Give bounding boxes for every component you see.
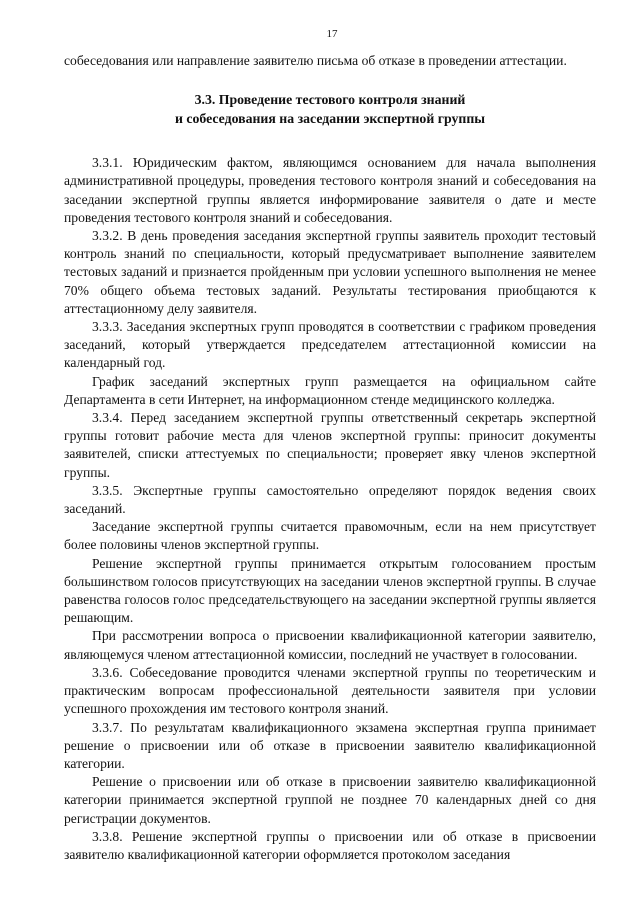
paragraph-quorum: Заседание экспертной группы считается правомочным, если на нем присутствует более половины членов экспертной группы. xyxy=(64,519,596,553)
paragraph-schedule: График заседаний экспертных групп размещается на официальном сайте Департамента в сети Интернет, на информационном стенде медицинского колледжа. xyxy=(64,373,596,407)
intro-continuation: собеседования или направление заявителю письма об отказе в проведении аттестации. xyxy=(64,53,567,68)
paragraph-member-recusal: При рассмотрении вопроса о присвоении квалификационной категории заявителю, являющемуся членом аттестационной комиссии, последний не участвует в голосовании. xyxy=(64,628,596,662)
section-heading-line-2: и собеседования на заседании экспертной группы xyxy=(174,111,486,127)
section-heading-line-1: 3.3. Проведение тестового контроля знаний xyxy=(194,92,466,108)
paragraph-3-3-1: 3.3.1. Юридическим фактом, являющимся основанием для начала выполнения административной процедуры, проведения тестового контроля знаний и собеседования на заседании экспертной группы является информирование заявителя о дате и месте проведения тестового контроля знаний и собеседования. xyxy=(64,155,596,225)
paragraph-3-3-6: 3.3.6. Собеседование проводится членами экспертной группы по теоретическим и практическим вопросам профессиональной деятельности заявителя при условии успешного прохождения им тестового контроля знаний. xyxy=(64,664,596,717)
paragraph-3-3-8: 3.3.8. Решение экспертной группы о присвоении или об отказе в присвоении заявителю квалификационной категории оформляется протоколом заседания xyxy=(64,828,596,862)
paragraph-3-3-7: 3.3.7. По результатам квалификационного экзамена экспертная группа принимает решение о присвоении или об отказе в присвоении заявителю квалификационной категории. xyxy=(64,719,596,771)
paragraph-decision-deadline: Решение о присвоении или об отказе в присвоении заявителю квалификационной категории принимается экспертной группой не позднее 70 календарных дней со дня регистрации документов. xyxy=(64,774,596,826)
paragraph-3-3-2: 3.3.2. В день проведения заседания экспертной группы заявитель проходит тестовый контроль знаний по специальности, который предусматривает выполнение заявителем тестовых заданий и признается пройденным при условии успешного выполнения не менее 70% общего объема тестовых заданий. Результаты тестирования приобщаются к аттестационному делу заявителя. xyxy=(64,228,596,316)
paragraph-voting: Решение экспертной группы принимается открытым голосованием простым большинством голосов присутствующих на заседании членов экспертной группы. В случае равенства голосов голос председательствующего на заседании экспертной группы является решающим. xyxy=(64,555,596,626)
paragraph-3-3-4: 3.3.4. Перед заседанием экспертной группы ответственный секретарь экспертной группы готовит рабочие места для членов экспертной группы: приносит документы заявителей, списки аттестуемых по специальности; проверяет явку членов экспертной группы. xyxy=(64,410,596,480)
paragraph-3-3-5: 3.3.5. Экспертные группы самостоятельно определяют порядок ведения своих заседаний. xyxy=(64,482,596,517)
paragraph-3-3-3: 3.3.3. Заседания экспертных групп проводятся в соответствии с графиком проведения заседаний, который утверждается председателем аттестационной комиссии на календарный год. xyxy=(64,319,596,371)
section-heading xyxy=(64,90,596,128)
page-number: 17 xyxy=(326,28,338,40)
